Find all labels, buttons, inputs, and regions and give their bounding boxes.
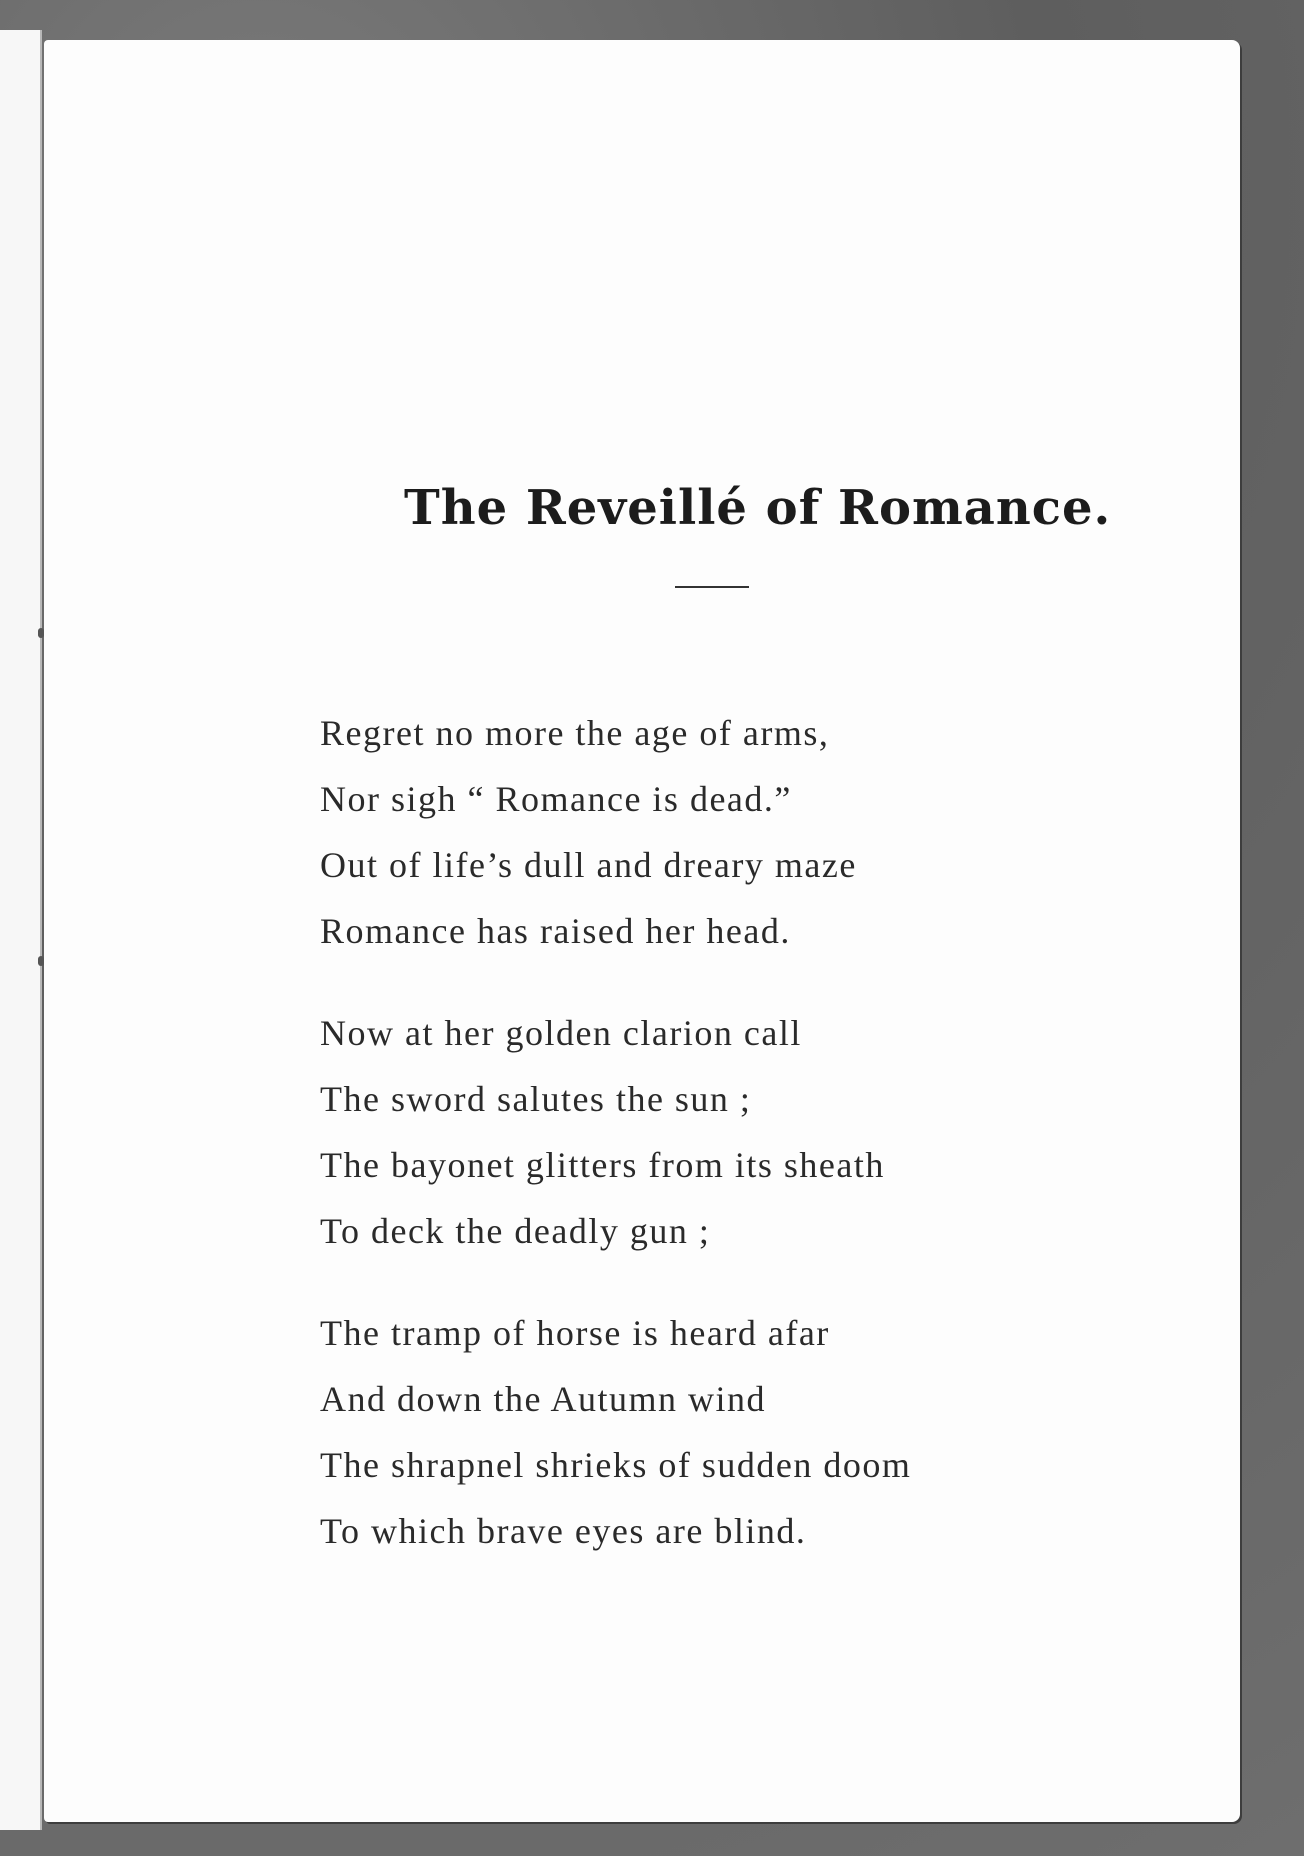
stanza xyxy=(320,700,1120,964)
poem-line: The shrapnel shrieks of sudden doom xyxy=(320,1445,912,1485)
poem-line: Romance has raised her head. xyxy=(320,911,791,951)
poem-body xyxy=(320,700,1120,1600)
poem-line: Regret no more the age of arms, xyxy=(320,713,830,753)
poem-line: To which brave eyes are blind. xyxy=(320,1511,807,1551)
poem-line: Nor sigh “ Romance is dead.” xyxy=(320,779,792,819)
poem-line: The sword salutes the sun ; xyxy=(320,1079,752,1119)
poem-line: Out of life’s dull and dreary maze xyxy=(320,845,857,885)
stanza xyxy=(320,1300,1120,1564)
facing-page-edge xyxy=(0,30,42,1830)
poem-line: To deck the deadly gun ; xyxy=(320,1211,711,1251)
poem-title: The Reveillé of Romance. xyxy=(404,480,1112,536)
title-divider xyxy=(675,586,749,588)
poem-line: Now at her golden clarion call xyxy=(320,1013,802,1053)
stanza xyxy=(320,1000,1120,1264)
book-page xyxy=(44,40,1240,1822)
poem-line: And down the Autumn wind xyxy=(320,1379,766,1419)
poem-line: The tramp of horse is heard afar xyxy=(320,1313,830,1353)
poem-line: The bayonet glitters from its sheath xyxy=(320,1145,885,1185)
